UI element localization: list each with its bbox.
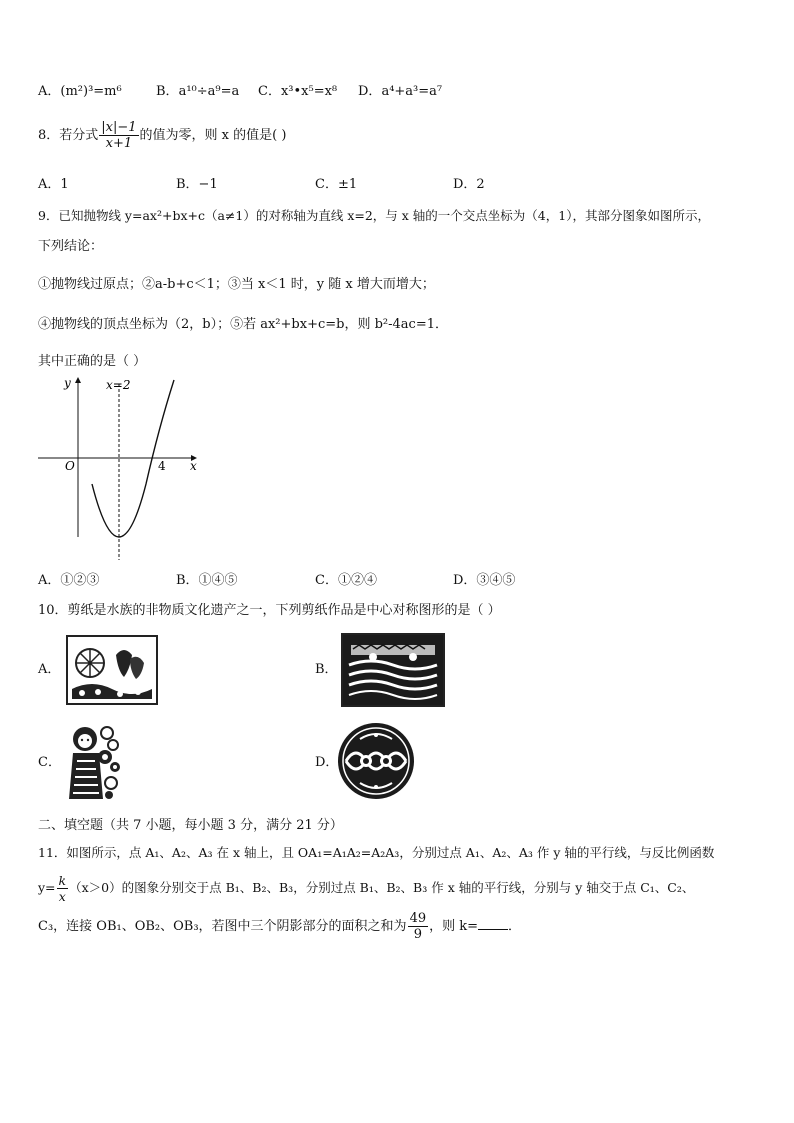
q11-answer-blank[interactable] [478, 917, 508, 930]
q10-label-d: D． [315, 755, 339, 770]
y-axis-label: y [64, 376, 71, 390]
q9-option-c: C．①②④ [315, 573, 377, 588]
q9-option-a: A．①②③ [38, 573, 100, 588]
papercut-image-d [336, 721, 416, 801]
q10-label-c: C． [38, 755, 61, 770]
q9-conclusions-2: ④抛物线的顶点坐标为（2，b）；⑤若 ax²+bx+c=b，则 b²-4ac=1． [38, 317, 448, 332]
q7-option-a: A．(m²)³=m⁶ [38, 84, 122, 99]
papercut-image-a [66, 635, 158, 705]
q9-stem-line2: 下列结论： [38, 239, 104, 254]
q10-label-b: B． [315, 662, 338, 677]
q9-question: 其中正确的是（ ） [38, 354, 147, 369]
q11-line2: y= $\frac{k}{x}$ （x＞0）的图象分别交于点 B₁、B₂、B₃，分别过点 B₁、B₂、B₃ 作 x 轴的平行线，分别与 y 轴交于点 C₁、C₂、 [38, 873, 695, 904]
q9-conclusions-1: ①抛物线过原点；②a-b+c＜1；③当 x＜1 时，y 随 x 增大而增大； [38, 277, 435, 292]
q11-area-fraction: $\frac{49}{9}$ [409, 911, 427, 942]
q8-option-c: C．±1 [315, 177, 358, 192]
symmetry-axis-label: x=2 [106, 378, 131, 392]
q10-stem: 10．剪纸是水族的非物质文化遗产之一，下列剪纸作品是中心对称图形的是（ ） [38, 603, 501, 618]
q8-fraction: $\frac{|x|-1}{x+1}$ [101, 120, 137, 151]
papercut-image-c [63, 721, 125, 803]
q7-option-b: B．a¹⁰÷a⁹=a [156, 84, 240, 99]
q11-k-fraction: $\frac{k}{x}$ [58, 873, 67, 904]
x-axis-label: x [190, 459, 197, 473]
q9-option-b: B．①④⑤ [176, 573, 238, 588]
q8-stem: 8．若分式 $\frac{|x|-1}{x+1}$ 的值为零，则 x 的值是( ) [38, 120, 287, 151]
q8-option-a: A．1 [38, 177, 69, 192]
q11-line3: C₃，连接 OB₁、OB₂、OB₃，若图中三个阴影部分的面积之和为 $\frac{49}{9}$ ，则 k= ． [38, 911, 522, 942]
q10-label-a: A． [38, 662, 61, 677]
q9-parabola-graph [34, 372, 209, 562]
q11-line1: 11．如图所示，点 A₁、A₂、A₃ 在 x 轴上，且 OA₁=A₁A₂=A₂A₃，分别过点 A₁、A₂、A₃ 作 y 轴的平行线，与反比例函数 [38, 845, 715, 860]
papercut-image-b [341, 633, 445, 707]
q9-option-d: D．③④⑤ [453, 573, 516, 588]
q8-option-d: D．2 [453, 177, 485, 192]
q7-option-c: C．x³•x⁵=x⁸ [258, 84, 338, 99]
root-label: 4 [158, 459, 166, 473]
origin-label: O [65, 459, 75, 473]
section-2-title: 二、填空题（共 7 小题，每小题 3 分，满分 21 分） [38, 818, 343, 833]
q8-option-b: B．−1 [176, 177, 218, 192]
q9-stem-line1: 9．已知抛物线 y=ax²+bx+c（a≠1）的对称轴为直线 x=2，与 x 轴的一个交点坐标为（4，1），其部分图象如图所示， [38, 208, 710, 223]
q7-option-d: D．a⁴+a³=a⁷ [358, 84, 443, 99]
